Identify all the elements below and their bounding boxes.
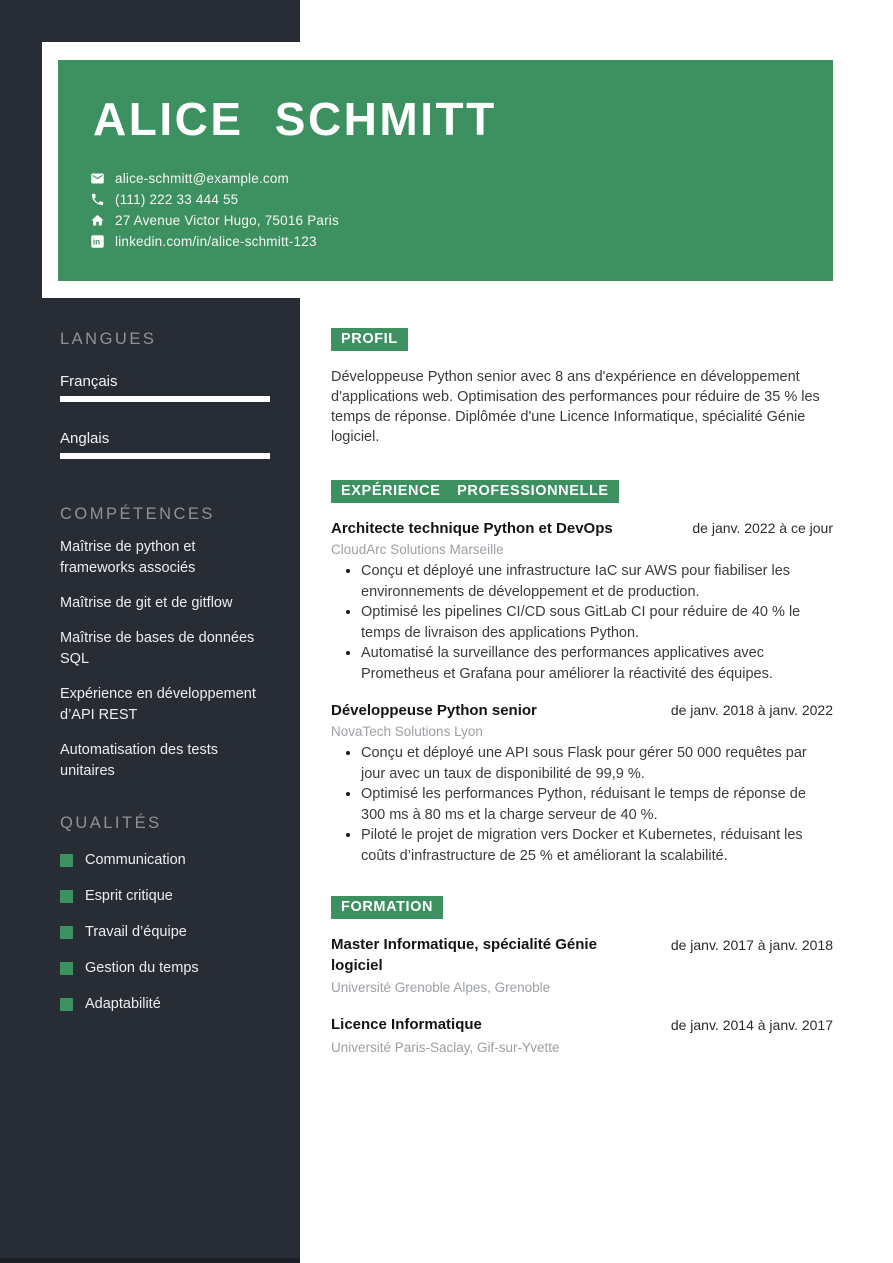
job-bullet: • Conçu et déployé une infrastructure IaC sur AWS pour fiabiliser les environnements de développement et de production. [361,561,833,602]
language-item [60,373,272,402]
experience-section [331,447,833,866]
quality-item [60,960,272,977]
main-content [331,328,833,1057]
square-bullet-icon [60,854,73,867]
qualities-section [60,814,272,1013]
language-item [60,430,272,459]
profile-section-badge: PROFIL [331,328,408,351]
quality-item [60,996,272,1013]
degree-info [331,1015,671,1057]
contact-list [90,168,339,252]
profile-section [331,328,833,447]
square-bullet-icon [60,962,73,975]
skill-item: Maîtrise de bases de données SQL [60,630,255,667]
job-dates: de janv. 2022 à ce jour [692,520,833,536]
skill-item: Expérience en développement d’API REST [60,686,256,723]
linkedin-icon [90,234,105,249]
degree-list [331,935,833,1057]
job-company: CloudArc Solutions Marseille [331,542,504,557]
job-entry [331,701,833,866]
job-title: Développeuse Python senior [331,702,537,719]
degree-entry [331,1015,833,1057]
quality-item [60,888,272,905]
job-header [331,519,833,539]
job-header [331,701,833,721]
degree-title: Licence Informatique [331,1016,482,1033]
job-bullet: • Optimisé les performances Python, réduisant le temps de réponse de 300 ms à 80 ms et la charge serveur de 40 %. [361,784,833,825]
languages-section [60,330,272,459]
job-dates: de janv. 2018 à janv. 2022 [670,702,833,718]
contact-phone: (111) 222 33 444 55 [115,192,239,207]
skill-item: Automatisation des tests unitaires [60,742,218,779]
contact-row-phone [90,189,339,210]
job-bullet: • Conçu et déployé une API sous Flask pour gérer 50 000 requêtes par jour avec un taux de disponibilité de 99,9 %. [361,743,833,784]
quality-item [60,852,272,869]
home-icon [90,213,105,228]
job-bullet-list [331,743,833,866]
job-entry [331,519,833,684]
degree-school: Université Paris-Saclay, Gif-sur-Yvette [331,1039,560,1055]
job-bullet-list [331,561,833,684]
language-label: Français [60,373,118,390]
phone-icon [90,192,105,207]
degree-title: Master Informatique, spécialité Génie logiciel [331,936,597,974]
language-level-bar [60,396,270,402]
contact-linkedin: linkedin.com/in/alice-schmitt-123 [115,234,317,249]
email-icon [90,171,105,186]
qualities-title: QUALITÉS [60,814,162,832]
skills-section [60,505,272,782]
profile-text: Développeuse Python senior avec 8 ans d'expérience en développement d'applications web. Optimisation des performances pour réduire de 35 % les temps de réponse. Diplômée d'une Licence Informatique, spécialité Génie logiciel. [331,369,820,445]
job-bullet: • Optimisé les pipelines CI/CD sous GitLab CI pour réduire de 40 % le temps de livraison des applications Python. [361,602,833,643]
square-bullet-icon [60,890,73,903]
degree-dates: de janv. 2014 à janv. 2017 [670,1017,833,1033]
skill-item: Maîtrise de git et de gitflow [60,595,233,611]
quality-label: Gestion du temps [85,960,199,976]
quality-label: Esprit critique [85,888,173,904]
sidebar-bottom-edge [0,1258,300,1263]
degree-school: Université Grenoble Alpes, Grenoble [331,980,551,995]
language-level-bar [60,453,270,459]
quality-label: Communication [85,852,186,868]
person-name: ALICE SCHMITT [93,93,497,145]
skill-item: Maîtrise de python et frameworks associés [60,539,196,576]
experience-section-badge: EXPÉRIENCE PROFESSIONNELLE [331,480,619,503]
svg-text:in: in [92,237,101,247]
quality-item [60,924,272,941]
job-bullet: • Piloté le projet de migration vers Docker et Kubernetes, réduisant les coûts d’infrastructure de 25 % et améliorant la scalabilité. [361,825,833,866]
job-bullet: • Automatisé la surveillance des performances applicatives avec Prometheus et Grafana pour améliorer la réactivité des équipes. [361,643,833,684]
contact-row-email [90,168,339,189]
job-list [331,519,833,866]
language-label: Anglais [60,430,110,447]
quality-label: Adaptabilité [85,996,161,1012]
skills-title: COMPÉTENCES [60,505,215,523]
job-company: NovaTech Solutions Lyon [331,724,483,739]
languages-title: LANGUES [60,330,157,348]
education-section [331,866,833,1057]
contact-row-address [90,210,339,231]
header-block [58,60,833,281]
square-bullet-icon [60,998,73,1011]
contact-address: 27 Avenue Victor Hugo, 75016 Paris [115,213,339,228]
education-section-badge: FORMATION [331,896,443,919]
contact-row-linkedin [90,231,339,252]
sidebar [60,330,272,1013]
quality-label: Travail d’équipe [85,924,187,940]
degree-entry [331,935,833,997]
job-title: Architecte technique Python et DevOps [331,520,613,537]
degree-dates: de janv. 2017 à janv. 2018 [670,937,833,953]
degree-info [331,935,671,997]
contact-email: alice-schmitt@example.com [115,171,290,186]
square-bullet-icon [60,926,73,939]
